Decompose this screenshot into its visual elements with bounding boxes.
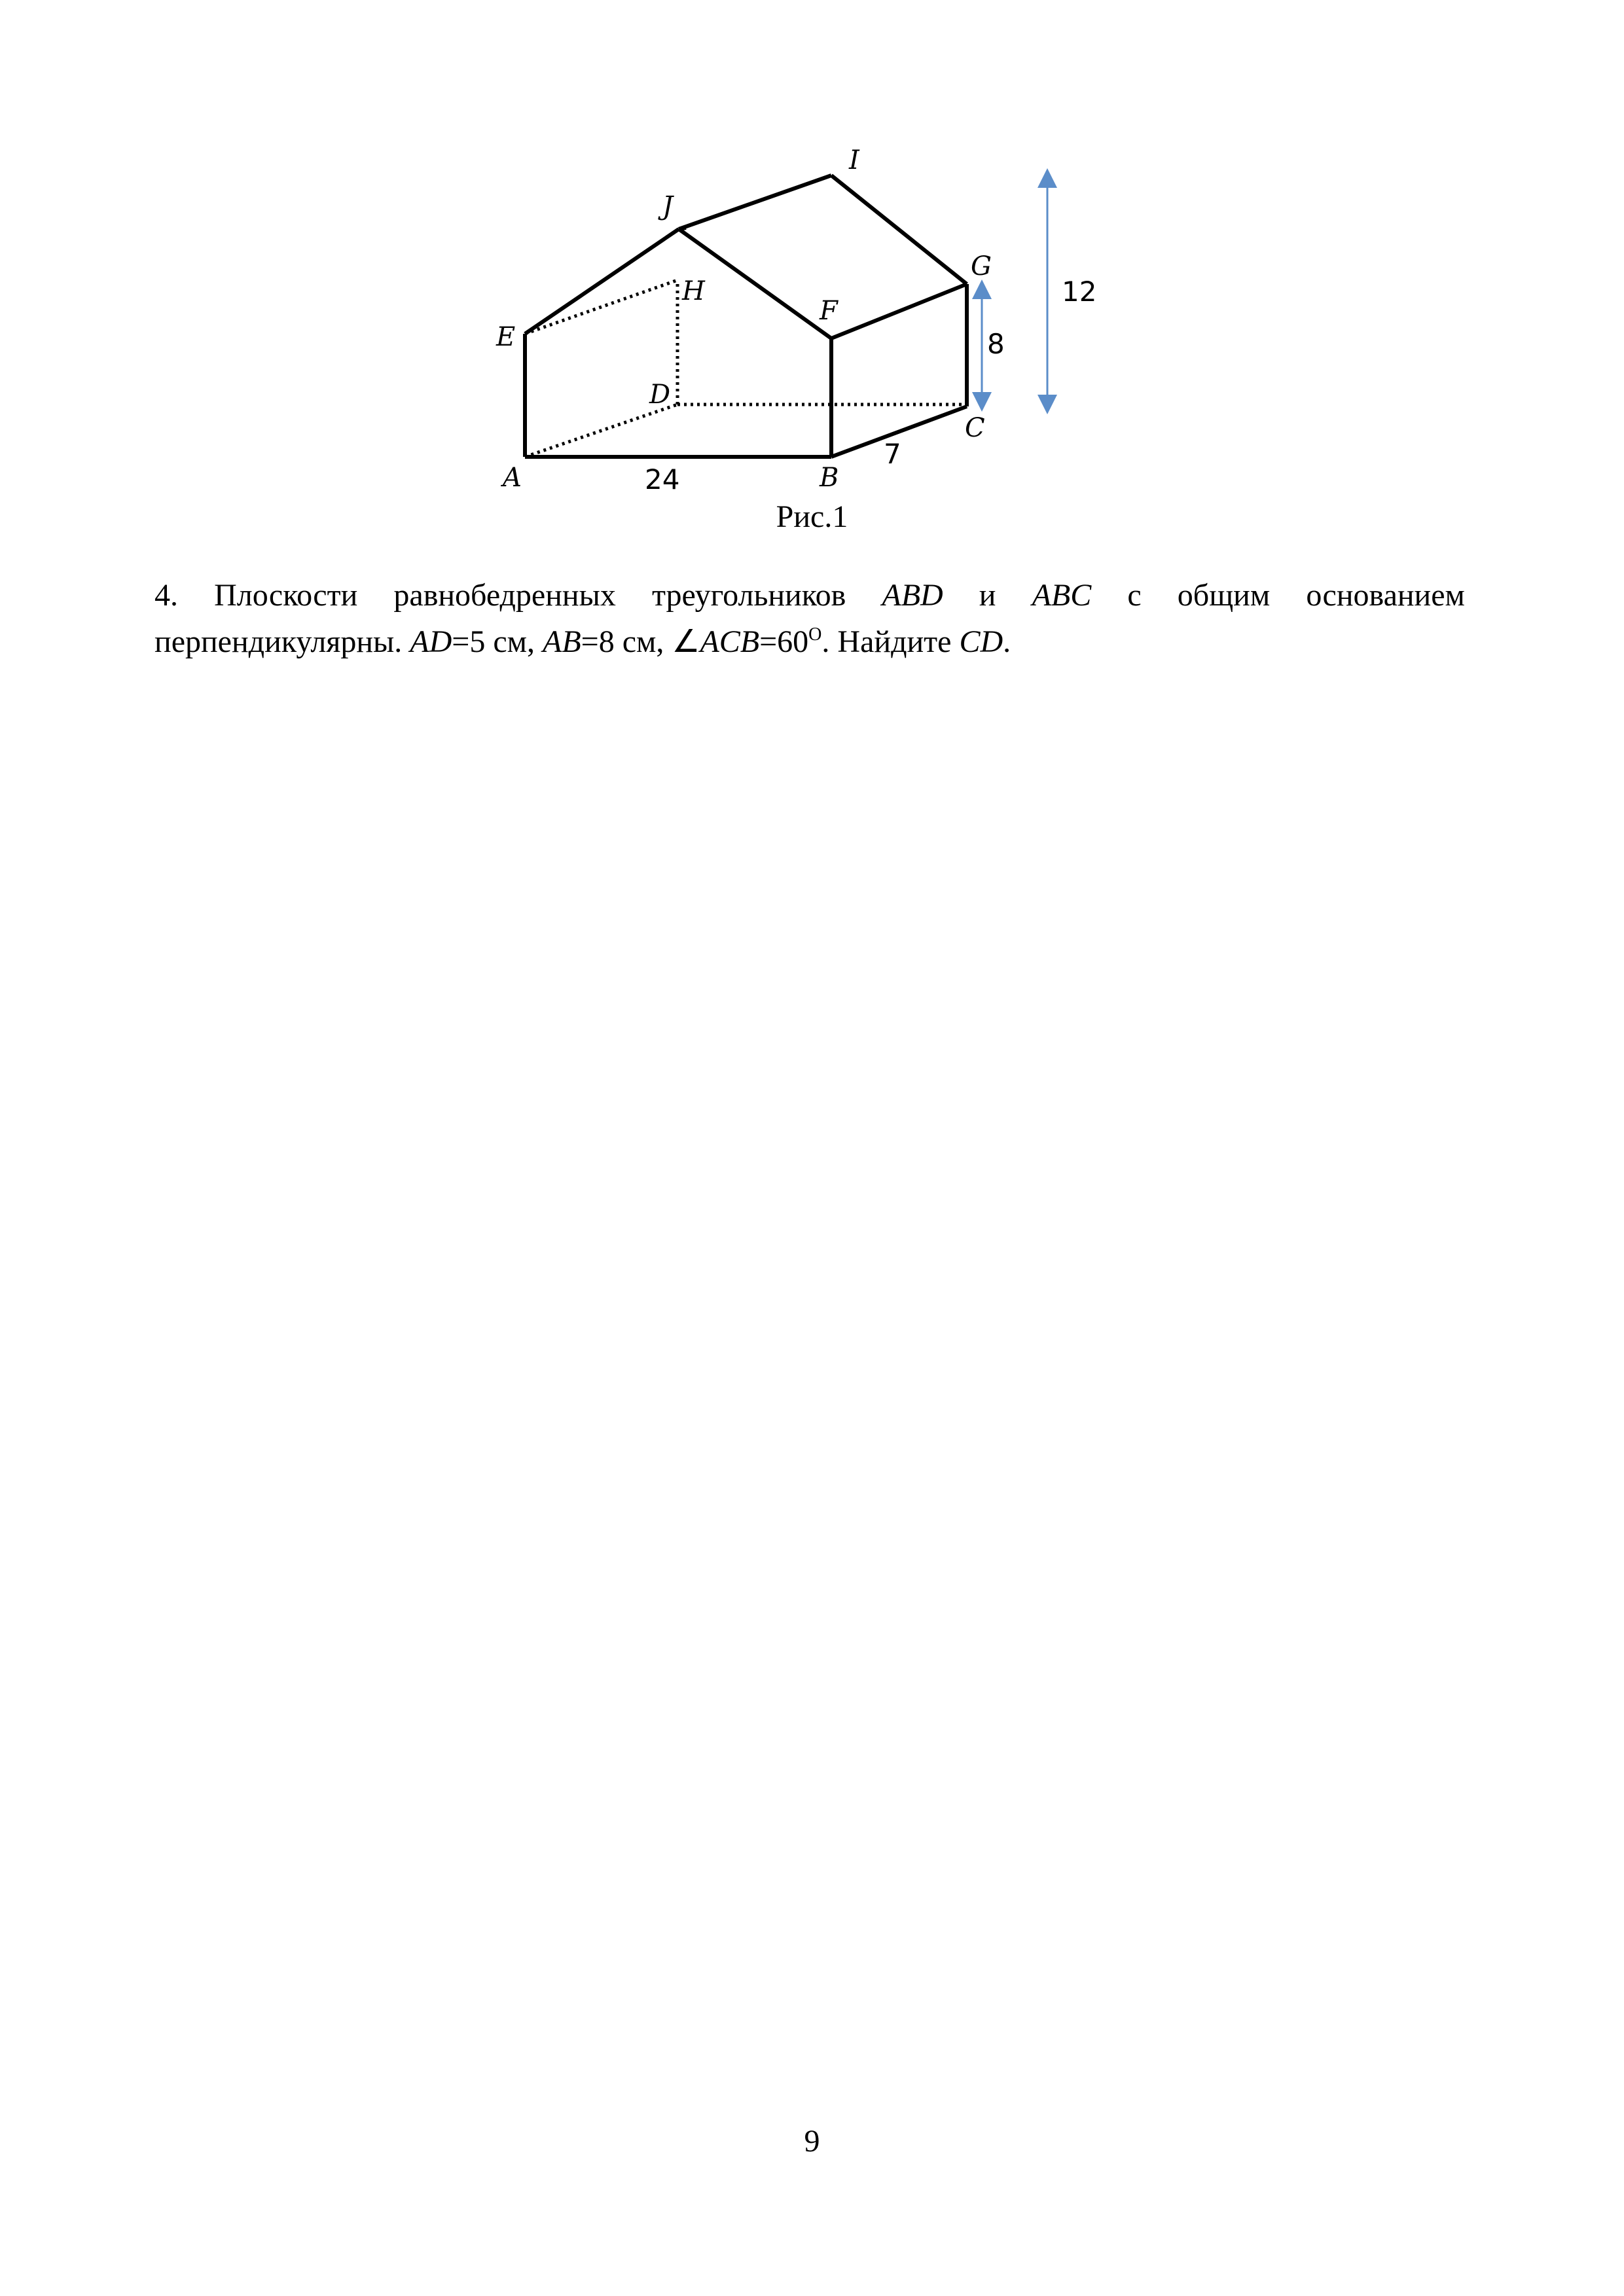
problem-word: треугольников (651, 578, 846, 613)
degree-symbol: O (808, 624, 822, 645)
problem-4 (154, 576, 1465, 662)
vertex-label-f: F (820, 296, 838, 326)
problem-word: общим (1177, 578, 1271, 613)
visible-edges (525, 175, 967, 457)
triangle-abc: ABC (1032, 578, 1092, 613)
problem-text: перпендикулярны. (154, 624, 410, 659)
problem-word: с (1127, 578, 1142, 613)
hidden-edges (525, 175, 967, 457)
vertex-label-j: J (662, 191, 674, 221)
vertex-label-h: H (682, 276, 705, 306)
problem-text: =60 (759, 624, 809, 659)
problem-text: . (1003, 624, 1011, 659)
edge-eh (525, 280, 677, 334)
angle-acb: ACB (700, 624, 760, 659)
problem-text: . Найдите (821, 624, 960, 659)
problem-text: =8 см, (581, 624, 672, 659)
figure-caption: Рис.1 (776, 499, 848, 534)
vertex-label-e: E (496, 322, 516, 352)
edge-jtop (679, 175, 831, 229)
vertex-label-g: G (971, 251, 992, 281)
problem-word: равнобедренных (393, 578, 616, 613)
edge-fg (831, 284, 967, 338)
problem-word: Плоскости (214, 578, 358, 613)
vertex-label-b: B (820, 463, 839, 493)
segment-cd: CD (959, 624, 1003, 659)
vertex-label-c: C (965, 413, 985, 443)
dimension-label-bc: 7 (884, 438, 901, 470)
dimension-arrows (982, 178, 1047, 404)
segment-ad: AD (410, 624, 452, 659)
dimension-label-total-height: 12 (1062, 276, 1097, 308)
problem-line-2 (154, 615, 1465, 662)
vertex-label-a: A (503, 463, 522, 493)
problem-number: 4. (154, 578, 178, 613)
vertex-label-i: I (849, 145, 859, 175)
angle-icon: ∠ (672, 624, 700, 659)
triangle-abd: ABD (882, 578, 943, 613)
vertex-label-d: D (649, 380, 671, 410)
problem-line-1 (154, 576, 1465, 615)
dimension-label-cg: 8 (987, 328, 1005, 360)
dimension-label-ab: 24 (645, 463, 680, 495)
problem-text: =5 см, (452, 624, 543, 659)
edge-ej (525, 229, 679, 334)
edge-ad (525, 404, 677, 457)
segment-ab: AB (543, 624, 581, 659)
problem-word: и (979, 578, 996, 613)
edge-ig (831, 175, 967, 284)
page-number: 9 (804, 2124, 820, 2159)
problem-word: основанием (1306, 578, 1465, 613)
